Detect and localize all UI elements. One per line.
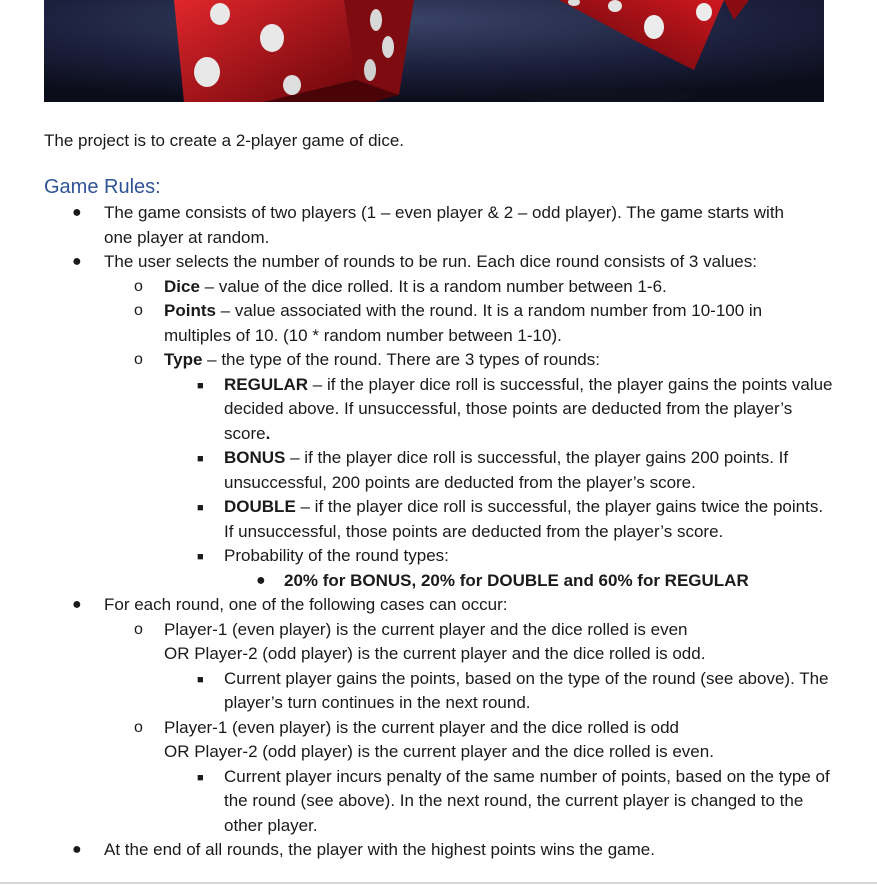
list-item: ● The game consists of two players (1 – even player & 2 – odd player). The game starts with one player at random.	[72, 203, 785, 247]
section-heading: Game Rules:	[44, 176, 161, 198]
list-item-case-2: o Player-1 (even player) is the current player and the dice rolled is odd OR Player-2 (odd player) is the current player and the dice rolled is even.	[134, 717, 714, 761]
list-item-points: o Points – value associated with the round. It is a random number from 10-100 in multiples of 10. (10 * random number between 1-10).	[134, 301, 763, 345]
bullet-marker: o	[134, 620, 143, 638]
bullet-marker: ●	[256, 571, 266, 589]
list-item-probability-detail: ● 20% for BONUS, 20% for DOUBLE and 60% for REGULAR	[0, 569, 877, 594]
list-item-dice: o Dice – value of the dice rolled. It is a random number between 1-6.	[0, 275, 877, 300]
bullet-marker: ●	[72, 596, 82, 613]
dice-banner-image	[44, 0, 824, 102]
list-item-case-2-result: ■ Current player incurs penalty of the same number of points, based on the type of the round (see above). In the next round, the current player is changed to the other player.	[197, 766, 830, 835]
bullet-marker: ●	[72, 841, 82, 858]
bullet-marker: ■	[197, 551, 204, 563]
list-item-regular: ■ REGULAR – if the player dice roll is successful, the player gains the points value decided above. If unsuccessful, those points are deducted from the player’s score.	[197, 374, 833, 443]
list-item: ● For each round, one of the following cases can occur:	[0, 593, 877, 618]
bullet-marker: ■	[197, 453, 204, 465]
bullet-marker: ■	[197, 502, 204, 514]
list-item: ● At the end of all rounds, the player with the highest points wins the game.	[0, 838, 877, 863]
list-item-double: ■ DOUBLE – if the player dice roll is successful, the player gains twice the points. If unsuccessful, those points are deducted from the player’s score.	[197, 497, 824, 541]
page-divider	[0, 882, 877, 884]
list-item-type: o Type – the type of the round. There are 3 types of rounds:	[0, 348, 877, 373]
bullet-marker: o	[134, 718, 143, 736]
list-item: ● The user selects the number of rounds to be run. Each dice round consists of 3 values:	[0, 250, 877, 275]
bullet-marker: ■	[197, 673, 204, 686]
bullet-marker: ■	[197, 771, 204, 784]
bullet-marker: o	[134, 351, 143, 368]
list-item-probability: ■ Probability of the round types:	[0, 544, 877, 569]
bullet-marker: ■	[197, 379, 204, 392]
list-item-bonus: ■ BONUS – if the player dice roll is successful, the player gains 200 points. If unsuccessful, 200 points are deducted from the player’s score.	[197, 448, 789, 492]
list-item-case-1: o Player-1 (even player) is the current player and the dice rolled is even OR Player-2 (odd player) is the current player and the dice rolled is odd.	[134, 619, 706, 663]
list-item-case-1-result: ■ Current player gains the points, based on the type of the round (see above). The player’s turn continues in the next round.	[197, 668, 829, 712]
rules-list	[0, 201, 877, 863]
intro-paragraph: The project is to create a 2-player game of dice.	[44, 131, 405, 150]
bullet-marker: o	[134, 277, 143, 295]
bullet-marker: ●	[72, 204, 82, 221]
die-left	[174, 0, 414, 102]
bullet-marker: o	[134, 302, 143, 319]
bullet-marker: ●	[72, 253, 82, 270]
